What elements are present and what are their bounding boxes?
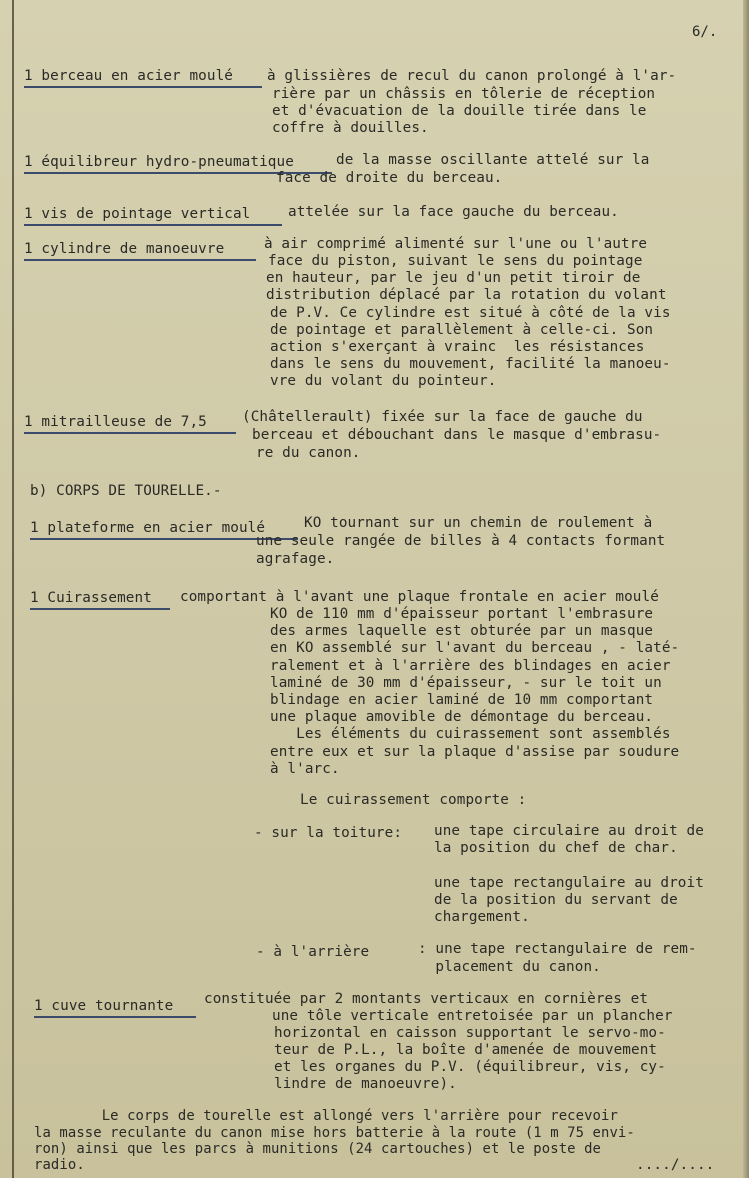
item-text-line: coffre à douilles.	[272, 120, 429, 136]
item-text-line: teur de P.L., la boîte d'amenée de mouvement	[274, 1042, 658, 1058]
item-text-line: lindre de manoeuvre).	[274, 1076, 457, 1092]
item-label: 1 berceau en acier moulé	[24, 68, 233, 84]
item-text-line: (Châtellerault) fixée sur la face de gauche du	[242, 409, 643, 425]
paragraph-line: Le corps de tourelle est allongé vers l'arrière pour recevoir	[34, 1108, 618, 1124]
item-text-line: comportant à l'avant une plaque frontale en acier moulé	[180, 589, 659, 605]
item-label: 1 équilibreur hydro-pneumatique	[24, 154, 294, 170]
item-label: 1 Cuirassement	[30, 590, 152, 606]
item-text-line: vre du volant du pointeur.	[270, 373, 497, 389]
item-text-line: agrafage.	[256, 551, 335, 567]
item-text-line: face du piston, suivant le sens du pointage	[268, 253, 643, 269]
section-heading: b) CORPS DE TOURELLE.-	[30, 483, 222, 499]
item-text-line: blindage en acier laminé de 10 mm comportant	[270, 692, 654, 708]
item-text-line: KO tournant sur un chemin de roulement à	[304, 515, 653, 531]
item-text-line: KO de 110 mm d'épaisseur portant l'embrasure	[270, 606, 654, 622]
item-text-line: et d'évacuation de la douille tirée dans le	[272, 103, 647, 119]
item-text-line: en hauteur, par le jeu d'un petit tiroir de	[266, 270, 641, 286]
page-number: 6/.	[692, 24, 718, 40]
paragraph-line: radio.	[34, 1157, 85, 1173]
underline	[34, 1016, 196, 1018]
paragraph-line: la masse reculante du canon mise hors batterie à la route (1 m 75 envi-	[34, 1125, 635, 1141]
item-text-line: distribution déplacé par la rotation du volant	[266, 287, 667, 303]
item-text-line: ralement et à l'arrière des blindages en acier	[270, 658, 671, 674]
item-text-line: rière par un châssis en tôlerie de réception	[272, 86, 656, 102]
item-text-line: la position du chef de char.	[434, 840, 678, 856]
item-label: 1 mitrailleuse de 7,5	[24, 414, 207, 430]
item-text-line: de pointage et parallèlement à celle-ci. Son	[270, 322, 654, 338]
item-text-line: : une tape rectangulaire de rem-	[418, 941, 697, 957]
item-text-line: des armes laquelle est obturée par un masque	[270, 623, 654, 639]
continuation-mark: ..../....	[636, 1157, 715, 1173]
item-text-line: à air comprimé alimenté sur l'une ou l'autre	[264, 236, 648, 252]
item-label: 1 plateforme en acier moulé	[30, 520, 266, 536]
item-text-line: action s'exerçant à vrainc les résistances	[270, 339, 645, 355]
item-text-line: placement du canon.	[418, 959, 601, 975]
item-text-line: de la position du servant de	[434, 892, 678, 908]
item-text-line: horizontal en caisson supportant le servo-mo-	[274, 1025, 666, 1041]
item-text-line: de la masse oscillante attelé sur la	[336, 152, 650, 168]
item-label: 1 cuve tournante	[34, 998, 174, 1014]
item-text-line: chargement.	[434, 909, 530, 925]
paragraph-line: Le cuirassement comporte :	[300, 792, 527, 808]
page-edge	[743, 0, 749, 1178]
underline	[24, 86, 262, 88]
sub-item-label: - sur la toiture:	[254, 825, 403, 841]
underline	[30, 608, 170, 610]
underline	[24, 432, 236, 434]
item-text-line: une tôle verticale entretoisée par un plancher	[272, 1008, 673, 1024]
item-text-line: et les organes du P.V. (équilibreur, vis, cy-	[274, 1059, 666, 1075]
item-text-line: une tape rectangulaire au droit	[434, 875, 704, 891]
paragraph-line: ron) ainsi que les parcs à munitions (24 cartouches) et le poste de	[34, 1141, 602, 1157]
item-text-line: attelée sur la face gauche du berceau.	[288, 204, 619, 220]
item-text-line: entre eux et sur la plaque d'assise par soudure	[270, 744, 680, 760]
item-text-line: de P.V. Ce cylindre est situé à côté de la vis	[270, 305, 671, 321]
item-text-line: Les éléments du cuirassement sont assemblés	[270, 726, 671, 742]
item-text-line: à l'arc.	[270, 761, 340, 777]
item-label: 1 cylindre de manoeuvre	[24, 241, 225, 257]
item-text-line: berceau et débouchant dans le masque d'embrasu-	[252, 427, 662, 443]
item-text-line: une seule rangée de billes à 4 contacts formant	[256, 533, 666, 549]
sub-item-label: - à l'arrière	[256, 944, 370, 960]
underline	[24, 224, 282, 226]
item-label: 1 vis de pointage vertical	[24, 206, 251, 222]
item-text-line: une plaque amovible de démontage du berceau.	[270, 709, 654, 725]
item-text-line: constituée par 2 montants verticaux en cornières et	[204, 991, 649, 1007]
item-text-line: laminé de 30 mm d'épaisseur, - sur le toit un	[270, 675, 662, 691]
underline	[24, 259, 256, 261]
item-text-line: face de droite du berceau.	[276, 170, 503, 186]
item-text-line: en KO assemblé sur l'avant du berceau , - laté-	[270, 640, 680, 656]
margin-line	[12, 0, 14, 1178]
item-text-line: dans le sens du mouvement, facilité la manoeu-	[270, 356, 671, 372]
item-text-line: une tape circulaire au droit de	[434, 823, 704, 839]
item-text-line: re du canon.	[256, 445, 361, 461]
item-text-line: à glissières de recul du canon prolongé à l'ar-	[267, 68, 677, 84]
